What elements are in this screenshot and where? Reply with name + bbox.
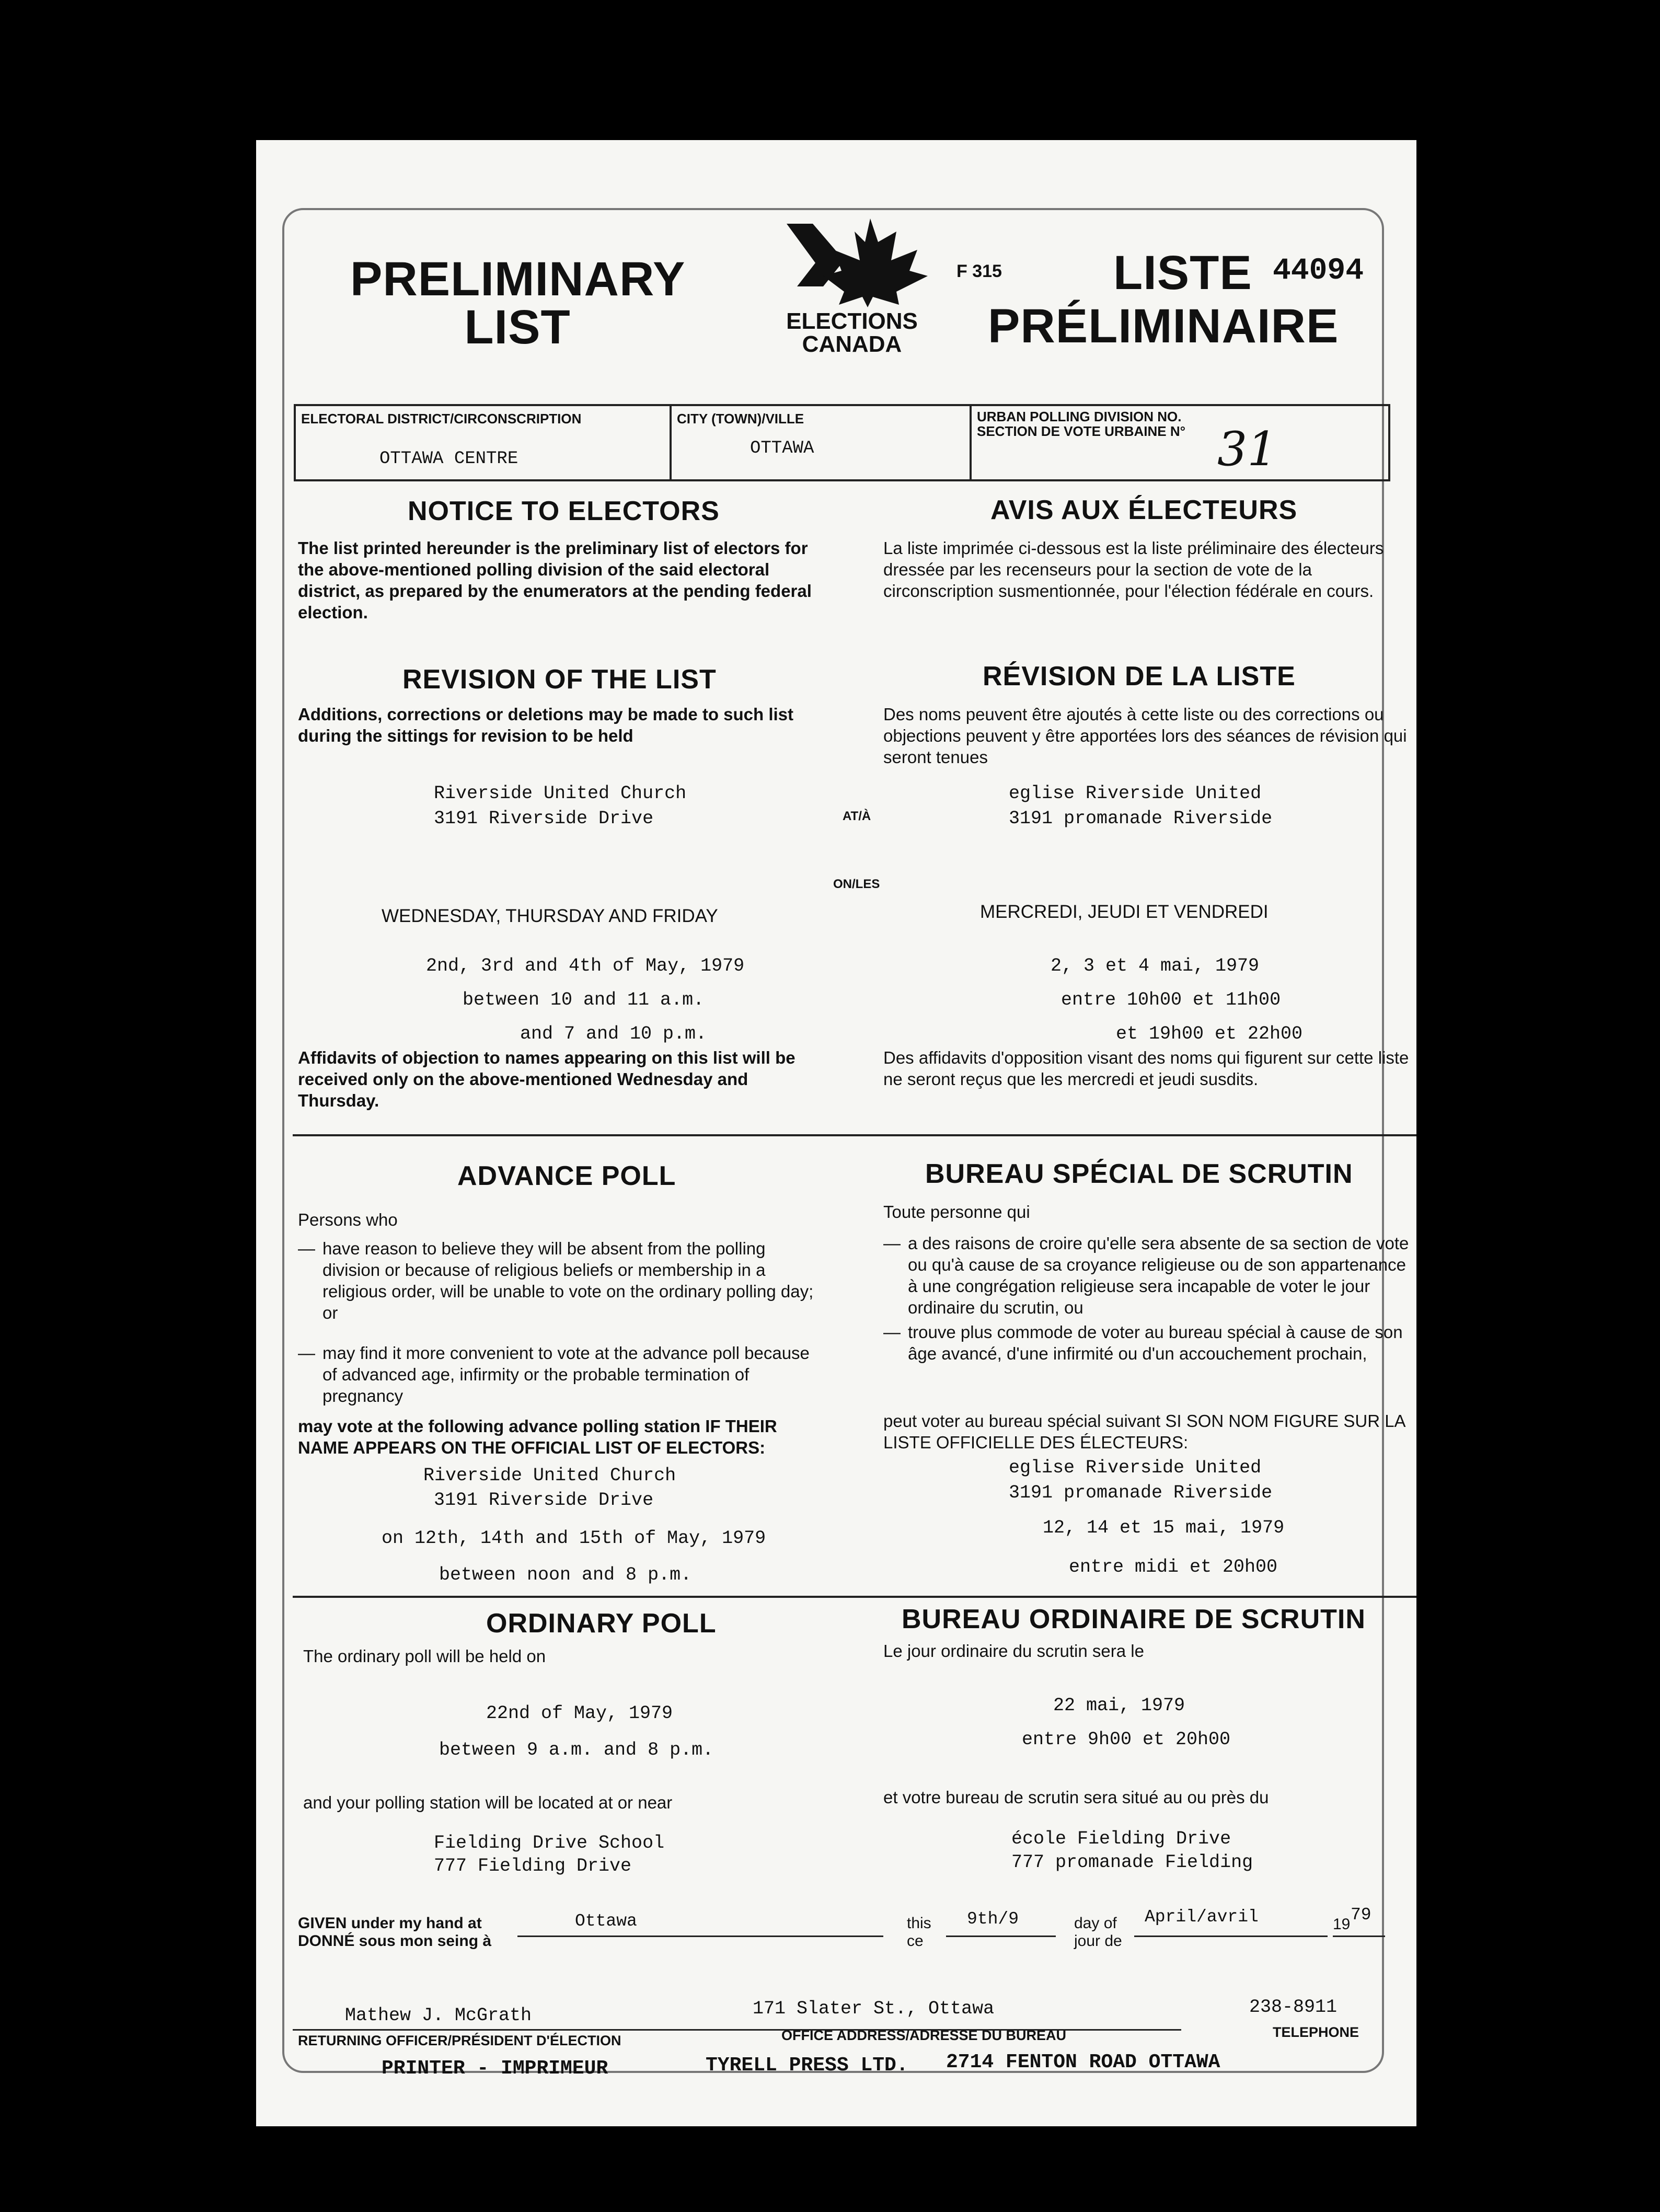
dayof-label: [1074, 1915, 1122, 1950]
revision-time2-en: and 7 and 10 p.m.: [520, 1023, 707, 1044]
advance-place-fr-1: eglise Riverside United: [1009, 1457, 1262, 1478]
dash-icon: —: [883, 1322, 901, 1342]
advance-bullet-2-en-text: may find it more convenient to vote at the advance poll because of advanced age, infirmity or the probable termination of pregnancy: [322, 1343, 810, 1405]
ordinary-place-en-1: Fielding Drive School: [434, 1833, 665, 1853]
revision-place-en-1: Riverside United Church: [434, 783, 687, 804]
notice-text-fr: La liste imprimée ci-dessous est la liste préliminaire des électeurs dressée par les recenseurs pour la section de vote de la circonscription susmentionnée, pour l'élection fédérale en cours.: [883, 538, 1384, 601]
ordinary-time-fr: entre 9h00 et 20h00: [1022, 1729, 1231, 1750]
advance-heading-en: ADVANCE POLL: [457, 1161, 676, 1191]
ordinary-station-en: and your polling station will be located at or near: [303, 1793, 673, 1812]
advance-time-en: between noon and 8 p.m.: [439, 1564, 692, 1585]
revision-days-fr: MERCREDI, JEUDI ET VENDREDI: [980, 902, 1269, 922]
revision-time2-fr: et 19h00 et 22h00: [1116, 1023, 1303, 1044]
revision-affidavit-fr: Des affidavits d'opposition visant des noms qui figurent sur cette liste ne seront reçus que les mercredi et jeudi susdits.: [883, 1048, 1409, 1089]
advance-bullet-1-fr: [883, 1232, 1416, 1318]
ordinary-place-fr-1: école Fielding Drive: [1011, 1828, 1231, 1849]
office-label: OFFICE ADDRESS/ADRESSE DU BUREAU: [781, 2027, 1067, 2043]
year-prefix: 19: [1333, 1916, 1351, 1933]
notice-heading-en: NOTICE TO ELECTORS: [408, 496, 720, 526]
city-label: CITY (TOWN)/VILLE: [677, 411, 804, 427]
advance-place-en-2: 3191 Riverside Drive: [434, 1490, 654, 1511]
advance-bullet-2-en: [298, 1342, 826, 1407]
revision-on: ON/LES: [833, 877, 880, 891]
ordinary-place-en-2: 777 Fielding Drive: [434, 1856, 632, 1876]
district-label: ELECTORAL DISTRICT/CIRCONSCRIPTION: [301, 411, 582, 427]
ordinary-text-en: The ordinary poll will be held on: [303, 1646, 546, 1666]
advance-bullet-1-fr-text: a des raisons de croire qu'elle sera absente de sa section de vote ou qu'à cause de sa croyance religieuse ou de son appartenance à une congrégation religieuse sera incapable de voter le jour ordinaire du scrutin, ou: [908, 1234, 1409, 1317]
dash-icon: —: [298, 1343, 315, 1363]
given-month: April/avril: [1145, 1907, 1259, 1927]
printer-name: TYRELL PRESS LTD.: [706, 2054, 908, 2077]
district-value: OTTAWA CENTRE: [379, 449, 518, 469]
revision-heading-en: REVISION OF THE LIST: [402, 664, 717, 695]
given-day: 9th/9: [967, 1909, 1019, 1929]
fields-box: [294, 404, 1390, 481]
this-label-en: this: [907, 1915, 931, 1932]
form-number: F 315: [956, 261, 1002, 281]
ordinary-station-fr: et votre bureau de scrutin sera situé au ou près du: [883, 1788, 1269, 1807]
ordinary-text-fr: Le jour ordinaire du scrutin sera le: [883, 1641, 1144, 1661]
elections-canada-logo: [766, 213, 938, 357]
ordinary-date-fr: 22 mai, 1979: [1053, 1695, 1185, 1716]
revision-place-fr-2: 3191 promanade Riverside: [1009, 808, 1273, 829]
district-field: [296, 406, 672, 479]
advance-bullet-1-en: [298, 1238, 826, 1323]
divider-2: [293, 1596, 1416, 1598]
advance-place-fr-2: 3191 promanade Riverside: [1009, 1482, 1273, 1503]
title-en: [350, 252, 686, 354]
revision-text-fr: Des noms peuvent être ajoutés à cette liste ou des corrections ou objections peuvent y être apportées lors des séances de révision qui seront tenues: [883, 705, 1407, 767]
ordinary-heading-fr: BUREAU ORDINAIRE DE SCRUTIN: [902, 1604, 1366, 1634]
advance-bullet-1-en-text: have reason to believe they will be absent from the polling division or because of religious beliefs or membership in a religious order, will be unable to vote on the ordinary polling day; or: [322, 1239, 814, 1322]
advance-may-fr: peut voter au bureau spécial suivant SI SON NOM FIGURE SUR LA LISTE OFFICIELLE DES ÉLECTEURS:: [883, 1411, 1405, 1452]
phone-label: TELEPHONE: [1273, 2024, 1359, 2040]
revision-dates-fr: 2, 3 et 4 mai, 1979: [1051, 955, 1260, 976]
advance-heading-fr: BUREAU SPÉCIAL DE SCRUTIN: [925, 1159, 1353, 1189]
year-line: [1333, 1905, 1385, 1937]
given-place: Ottawa: [575, 1911, 637, 1931]
advance-time-fr: entre midi et 20h00: [1069, 1557, 1278, 1577]
printer-label: PRINTER - IMPRIMEUR: [382, 2057, 608, 2080]
this-label-fr: ce: [907, 1932, 924, 1950]
advance-intro-en: Persons who: [298, 1210, 398, 1229]
division-value: 31: [1217, 422, 1277, 477]
year-suffix: 79: [1351, 1905, 1371, 1925]
title-en-line1: PRELIMINARY: [350, 252, 686, 306]
notice-heading-fr: AVIS AUX ÉLECTEURS: [990, 495, 1298, 525]
division-label-1: URBAN POLLING DIVISION NO.: [977, 409, 1182, 424]
division-field: [972, 406, 1388, 479]
serial-number: 44094: [1273, 254, 1364, 288]
ordinary-date-en: 22nd of May, 1979: [486, 1703, 673, 1724]
advance-dates-fr: 12, 14 et 15 mai, 1979: [1043, 1517, 1285, 1538]
dayof-label-fr: jour de: [1074, 1932, 1122, 1950]
title-fr-line1: LISTE: [1113, 246, 1252, 299]
notice-text-en: The list printed hereunder is the preliminary list of electors for the above-mentioned polling division of the said electoral district, as prepared by the enumerators at the pending federal election.: [298, 538, 812, 622]
title-fr-line2: PRÉLIMINAIRE: [988, 299, 1339, 353]
revision-at: AT/À: [843, 809, 871, 823]
advance-may-en: may vote at the following advance polling station IF THEIR NAME APPEARS ON THE OFFICIAL LIST OF ELECTORS:: [298, 1416, 777, 1457]
city-field: [672, 406, 972, 479]
given-place-line: [517, 1911, 883, 1937]
advance-place-en-1: Riverside United Church: [423, 1465, 676, 1486]
revision-place-en-2: 3191 Riverside Drive: [434, 808, 654, 829]
ordinary-heading-en: ORDINARY POLL: [486, 1608, 717, 1639]
division-label-2: SECTION DE VOTE URBAINE N°: [977, 423, 1185, 439]
office-address: 171 Slater St., Ottawa: [753, 1998, 995, 2019]
revision-text-en: Additions, corrections or deletions may be made to such list during the sittings for revision to be held: [298, 705, 794, 745]
revision-affidavit-en: Affidavits of objection to names appearing on this list will be received only on the above-mentioned Wednesday and Thursday.: [298, 1048, 796, 1110]
given-label-fr: DONNÉ sous mon seing à: [298, 1932, 492, 1950]
revision-time1-en: between 10 and 11 a.m.: [463, 989, 705, 1010]
maple-leaf-icon: [766, 213, 938, 307]
advance-intro-fr: Toute personne qui: [883, 1202, 1030, 1222]
title-en-line2: LIST: [464, 301, 571, 354]
advance-bullet-2-fr-text: trouve plus commode de voter au bureau spécial à cause de son âge avancé, d'une infirmité ou d'un accouchement prochain,: [908, 1322, 1403, 1363]
logo-text-canada: CANADA: [802, 331, 902, 357]
revision-days-en: WEDNESDAY, THURSDAY AND FRIDAY: [382, 906, 718, 926]
office-phone: 238-8911: [1249, 1997, 1338, 2018]
revision-time1-fr: entre 10h00 et 11h00: [1061, 989, 1281, 1010]
officer-label: RETURNING OFFICER/PRÉSIDENT D'ÉLECTION: [298, 2033, 621, 2048]
city-value: OTTAWA: [750, 439, 814, 458]
advance-bullet-2-fr: [883, 1321, 1416, 1364]
officer-name: Mathew J. McGrath: [345, 2005, 532, 2026]
printer-address: 2714 FENTON ROAD OTTAWA: [946, 2051, 1220, 2073]
day-line: [946, 1909, 1056, 1937]
revision-dates-en: 2nd, 3rd and 4th of May, 1979: [426, 955, 745, 976]
revision-heading-fr: RÉVISION DE LA LISTE: [983, 661, 1296, 692]
given-label-en: GIVEN under my hand at: [298, 1915, 482, 1932]
given-label: [298, 1915, 491, 1950]
revision-place-fr-1: eglise Riverside United: [1009, 783, 1262, 804]
ordinary-time-en: between 9 a.m. and 8 p.m.: [439, 1739, 714, 1760]
divider-1: [293, 1134, 1416, 1136]
dash-icon: —: [298, 1239, 315, 1258]
dayof-label-en: day of: [1074, 1915, 1117, 1932]
this-label: [907, 1915, 931, 1950]
month-line: [1134, 1907, 1328, 1937]
ordinary-place-fr-2: 777 promanade Fielding: [1011, 1852, 1253, 1873]
advance-dates-en: on 12th, 14th and 15th of May, 1979: [382, 1528, 766, 1549]
document-page: [256, 140, 1416, 2126]
dash-icon: —: [883, 1234, 901, 1253]
logo-text-elections: ELECTIONS: [786, 308, 918, 334]
